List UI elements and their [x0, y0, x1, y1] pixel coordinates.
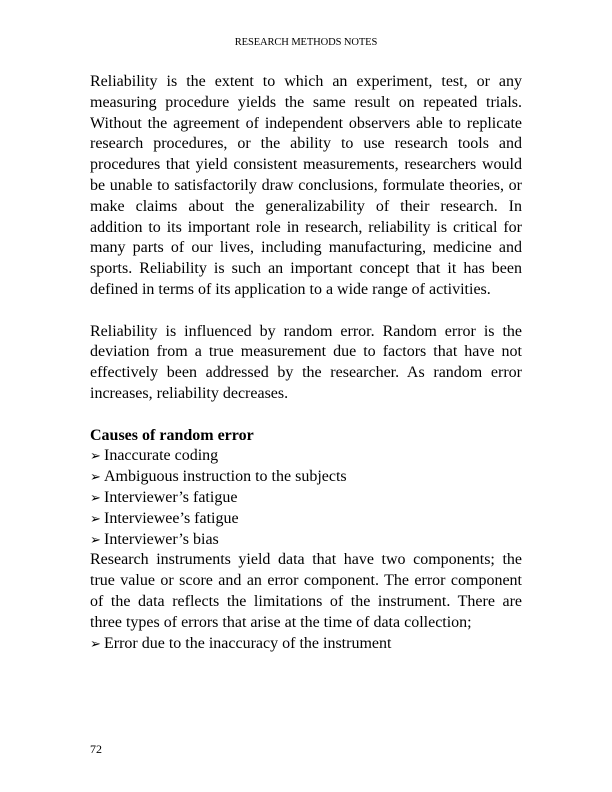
list-item: [90, 446, 522, 467]
arrow-right-icon: ➢: [90, 489, 101, 505]
arrow-right-icon: ➢: [90, 635, 101, 651]
page-header: RESEARCH METHODS NOTES: [234, 37, 378, 48]
causes-list: [90, 446, 522, 550]
section-heading-causes: Causes of random error: [90, 426, 254, 444]
paragraph-reliability-definition: Reliability is the extent to which an experiment, test, or any measuring procedure yields the same result on repeated trials. Without the agreement of independent observers able to replicate research procedures, or the ability to use research tools and procedures that yield consistent measurements, researchers would be unable to satisfactorily draw conclusions, formulate theories, or make claims about the generalizability of their research. In addition to its important role in research, reliability is critical for many parts of our lives, including manufacturing, medicine and sports. Reliability is such an important concept that it has been defined in terms of its application to a wide range of activities.: [90, 73, 522, 298]
paragraph-random-error: Reliability is influenced by random error. Random error is the deviation from a true measurement due to factors that have not effectively been addressed by the researcher. As random error increases, reliability decreases.: [90, 322, 522, 402]
list-item: [90, 467, 522, 488]
arrow-right-icon: ➢: [90, 469, 101, 485]
list-item-label: Interviewer’s fatigue: [104, 488, 238, 506]
list-item: [90, 488, 522, 509]
arrow-right-icon: ➢: [90, 510, 101, 526]
page-body: [90, 72, 522, 654]
list-item: [90, 634, 522, 655]
paragraph-spacer: [90, 301, 522, 322]
arrow-right-icon: ➢: [90, 448, 101, 464]
paragraph-components: Research instruments yield data that have two components; the true value or score and an error component. The error component of the data reflects the limitations of the instrument. There are three types of errors that arise at the time of data collection;: [90, 551, 522, 631]
list-item: [90, 530, 522, 551]
list-item-label: Error due to the inaccuracy of the instrument: [104, 634, 392, 652]
list-item: [90, 509, 522, 530]
list-item-label: Ambiguous instruction to the subjects: [104, 468, 347, 486]
arrow-right-icon: ➢: [90, 531, 101, 547]
list-item-label: Inaccurate coding: [104, 447, 219, 465]
paragraph-spacer: [90, 405, 522, 426]
page-number: 72: [90, 742, 102, 756]
list-item-label: Interviewer’s bias: [104, 530, 219, 548]
list-item-label: Interviewee’s fatigue: [104, 509, 239, 527]
error-types-list: [90, 634, 522, 655]
